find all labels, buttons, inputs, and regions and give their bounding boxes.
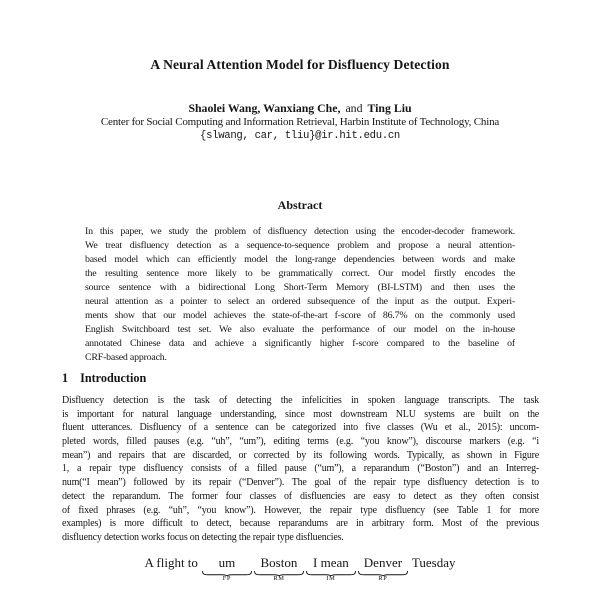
example-label: FP — [222, 575, 232, 583]
paper-title: A Neural Attention Model for Disfluency Detection — [150, 57, 450, 72]
section-title: Introduction — [80, 371, 147, 385]
affiliation: Center for Social Computing and Information Retrieval, Harbin Institute of Technology, China — [100, 116, 500, 128]
introduction-line: detect the reparandum. The former four classes of disfluencies are easy to detect as they often consist — [62, 490, 539, 502]
section-number: 1 — [62, 371, 69, 385]
abstract-line: source sentence with a bidirectional Long Short-Term Memory (BI-LSTM) and then uses the — [85, 282, 515, 293]
introduction-line: pleted words, filled pauses (e.g. “uh”, “um”), editing terms (e.g. “you know”), discourse markers (e.g. “i — [62, 436, 539, 448]
introduction-line: fluent utterances. Disfluency of a sentence can be categorized into five classes (Wu et al., 2015): uncom- — [62, 422, 539, 434]
abstract-line: ments show that our model achieves the state-of-the-art f-score of 86.7% on the commonly used — [85, 310, 515, 321]
introduction-line: num(“I mean”) followed by its repair (“Denver”). The goal of the repair type disfluency detection is to — [62, 477, 539, 489]
example-word: um — [218, 555, 236, 570]
example-label: RP — [378, 575, 388, 583]
author-names-second: Ting Liu — [367, 101, 412, 115]
introduction-line: 1, a repair type disfluency consists of a filled pause (“um”), a reparandum (“Boston”) and an Interreg- — [62, 463, 539, 475]
introduction-line: disfluency detection works focus on detecting the repair type disfluencies. — [62, 531, 344, 543]
example-label: RM — [273, 575, 285, 583]
abstract-heading: Abstract — [277, 198, 323, 212]
example-group-filled-pause — [204, 556, 250, 583]
abstract-line: We treat disfluency detection as a sequence-to-sequence problem and propose a neural attention- — [85, 240, 515, 251]
example-word: I mean — [313, 555, 349, 570]
abstract-line: CRF-based approach. — [85, 352, 167, 363]
example-suffix: Tuesday — [411, 555, 456, 570]
example-group-interregnum — [308, 556, 354, 583]
introduction-line: examples) is more difficult to detect, because reparandums are in arbitrary form. Most of the previous — [62, 518, 539, 530]
example-word: Boston — [260, 555, 298, 570]
abstract-line: In this paper, we study the problem of disfluency detection using the encoder-decoder framework. — [85, 226, 515, 237]
abstract-line: neural attention as a pointer to select an ordered subsequence of the input as the output. Experi- — [85, 296, 515, 307]
abstract-line: based model which can efficiently model the long-range dependencies between words and make — [85, 254, 515, 265]
example-group-repair — [360, 556, 406, 583]
authors-conjunction: and — [345, 101, 363, 115]
abstract-line: the resulting sentence more likely to be grammatically correct. Our model firstly encodes the — [85, 268, 515, 279]
introduction-text — [62, 394, 539, 545]
introduction-line: of fixed phrases (e.g. “uh”, “you know”). However, the repair type disfluency (see Table 1 for more — [62, 504, 539, 516]
introduction-line: mean”) and repairs that are discarded, or corrected by its following words. Typically, as shown in Figure — [62, 449, 539, 461]
example-prefix: A flight to — [144, 555, 198, 570]
section-heading-introduction — [62, 371, 146, 386]
introduction-line: is important for natural language understanding, since most downstream NLU systems are built on the — [62, 408, 539, 420]
author-names-first: Shaolei Wang, Wanxiang Che, — [188, 101, 341, 115]
abstract-text — [85, 225, 515, 365]
example-word: Denver — [363, 555, 403, 570]
example-figure — [0, 556, 600, 583]
introduction-line: Disfluency detection is the task of detecting the infelicities in spoken language transcripts. The task — [62, 395, 539, 406]
email-address: {slwang, car, tliu}@ir.hit.edu.cn — [200, 129, 400, 142]
example-group-reparandum — [256, 556, 302, 583]
abstract-line: English Switchboard test set. We also evaluate the performance of our model on the in-house — [85, 324, 515, 335]
authors-line — [0, 101, 600, 116]
abstract-line: annotated Chinese data and achieve a significantly higher f-score compared to the baseline of — [85, 338, 515, 349]
example-label: IM — [326, 575, 336, 583]
